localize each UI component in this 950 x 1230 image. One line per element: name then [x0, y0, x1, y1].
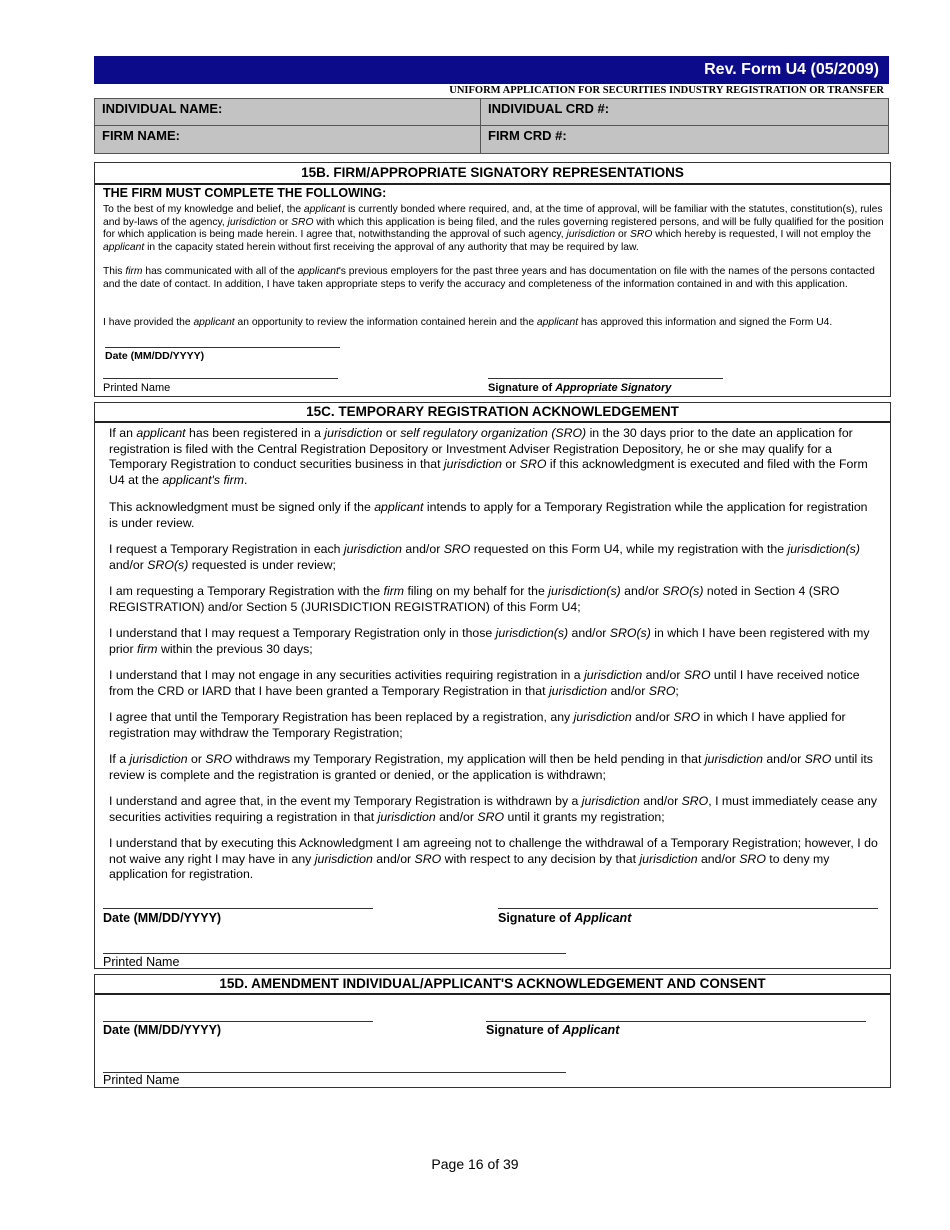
date-label: Date (MM/DD/YYYY): [103, 911, 222, 925]
signature-label: Signature of Appropriate Signatory: [488, 382, 672, 394]
printed-name-line[interactable]: [103, 378, 338, 379]
printed-name-label: Printed Name: [103, 955, 180, 969]
signature-line[interactable]: [498, 908, 878, 909]
date-line[interactable]: [103, 908, 373, 909]
individual-name-field[interactable]: [94, 98, 481, 126]
firm-crd-field[interactable]: [480, 125, 889, 154]
firm-crd-label: FIRM CRD #:: [488, 128, 567, 143]
individual-name-label: INDIVIDUAL NAME:: [102, 101, 223, 116]
section-15b-paragraph-2: This firm has communicated with all of the applicant's previous employers for the past three years and has documentation on file with the names of the persons contacted and the date of contact. In addition, I have taken appropriate steps to verify the accuracy and completeness of the information contained in and with this application.: [103, 266, 875, 290]
form-revision-bar: Rev. Form U4 (05/2009): [94, 56, 889, 84]
signature-label: Signature of Applicant: [486, 1023, 620, 1037]
individual-crd-label: INDIVIDUAL CRD #:: [488, 101, 610, 116]
section-15b-title: 15B. FIRM/APPROPRIATE SIGNATORY REPRESENTATIONS: [95, 163, 890, 185]
section-15c-body: If an applicant has been registered in a jurisdiction or self regulatory organization (SRO) in the 30 days prior to the date an application for registration is filed with the Central Registration Depository or Investment Adviser Registration Depository, he or she may qualify for a Temporary Registration to conduct securities business in that jurisdiction or SRO if this acknowledgment is executed and filed with the Form U4 at the applicant's firm. This acknowledgment must be signed only if the applicant intends to apply for a Temporary Registration while the application for registration is under review. I request a Temporary Registration in each jurisdiction and/or SRO requested on this Form U4, while my registration with the jurisdiction(s) and/or SRO(s) requested is under review; I am requesting a Temporary Registration with the firm filing on my behalf for the jurisdiction(s) and/or SRO(s) noted in Section 4 (SRO REGISTRATION) and/or Section 5 (JURISDICTION REGISTRATION) of this Form U4; I understand that I may request a Temporary Registration only in those jurisdiction(s) and/or SRO(s) in which I have been registered with my prior firm within the previous 30 days; I understand that I may not engage in any securities activities requiring registration in a jurisdiction and/or SRO until I have received notice from the CRD or IARD that I have been granted a Temporary Registration in that jurisdiction and/or SRO; I agree that until the Temporary Registration has been replaced by a registration, any jurisdiction and/or SRO in which I have applied for registration may withdraw the Temporary Registration; If a jurisdiction or SRO withdraws my Temporary Registration, my application will then be held pending in that jurisdiction and/or SRO until its review is complete and the registration is granted or denied, or the application is withdrawn; I understand and agree that, in the event my Temporary Registration is withdrawn by a jurisdiction and/or SRO, I must immediately cease any securities activities requiring a registration in that jurisdiction and/or SRO until it grants my registration; I understand that by executing this Acknowledgment I am agreeing not to challenge the withdrawal of a Temporary Registration; however, I do not waive any right I may have in any jurisdiction and/or SRO with respect to any decision by that jurisdiction and/or SRO to deny my application for registration.: [109, 426, 878, 881]
section-15c: [94, 402, 891, 969]
date-line[interactable]: [103, 1021, 373, 1022]
individual-crd-field[interactable]: [480, 98, 889, 126]
form-subtitle: UNIFORM APPLICATION FOR SECURITIES INDUSTRY REGISTRATION OR TRANSFER: [449, 85, 884, 96]
section-15b-paragraph-1: To the best of my knowledge and belief, the applicant is currently bonded where required, and, at the time of approval, will be familiar with the statutes, constitution(s), rules and by-laws of the agency, jurisdiction or SRO with which this application is being filed, and the rules governing registered persons, and will be fully qualified for the position for which application is being made herein. I agree that, notwithstanding the approval of such agency, jurisdiction or SRO which hereby is requested, I will not employ the applicant in the capacity stated herein without first receiving the approval of any authority that may be required by law.: [103, 204, 884, 253]
section-15b: [94, 162, 891, 397]
section-15d-title: 15D. AMENDMENT INDIVIDUAL/APPLICANT'S ACKNOWLEDGEMENT AND CONSENT: [95, 975, 890, 995]
signature-label: Signature of Applicant: [498, 911, 632, 925]
firm-name-label: FIRM NAME:: [102, 128, 180, 143]
section-15b-subheading: THE FIRM MUST COMPLETE THE FOLLOWING:: [103, 186, 387, 200]
printed-name-line[interactable]: [103, 953, 566, 954]
firm-name-field[interactable]: [94, 125, 481, 154]
date-label: Date (MM/DD/YYYY): [105, 350, 205, 362]
date-label: Date (MM/DD/YYYY): [103, 1023, 222, 1037]
page-number: Page 16 of 39: [431, 1156, 519, 1172]
section-15d: [94, 974, 891, 1088]
printed-name-label: Printed Name: [103, 1073, 180, 1087]
date-line[interactable]: [105, 347, 340, 348]
signature-line[interactable]: [488, 378, 723, 379]
section-15c-title: 15C. TEMPORARY REGISTRATION ACKNOWLEDGEMENT: [95, 403, 890, 423]
printed-name-label: Printed Name: [103, 382, 171, 394]
section-15b-paragraph-3: I have provided the applicant an opportunity to review the information contained herein and the applicant has approved this information and signed the Form U4.: [103, 317, 833, 328]
signature-line[interactable]: [486, 1021, 866, 1022]
